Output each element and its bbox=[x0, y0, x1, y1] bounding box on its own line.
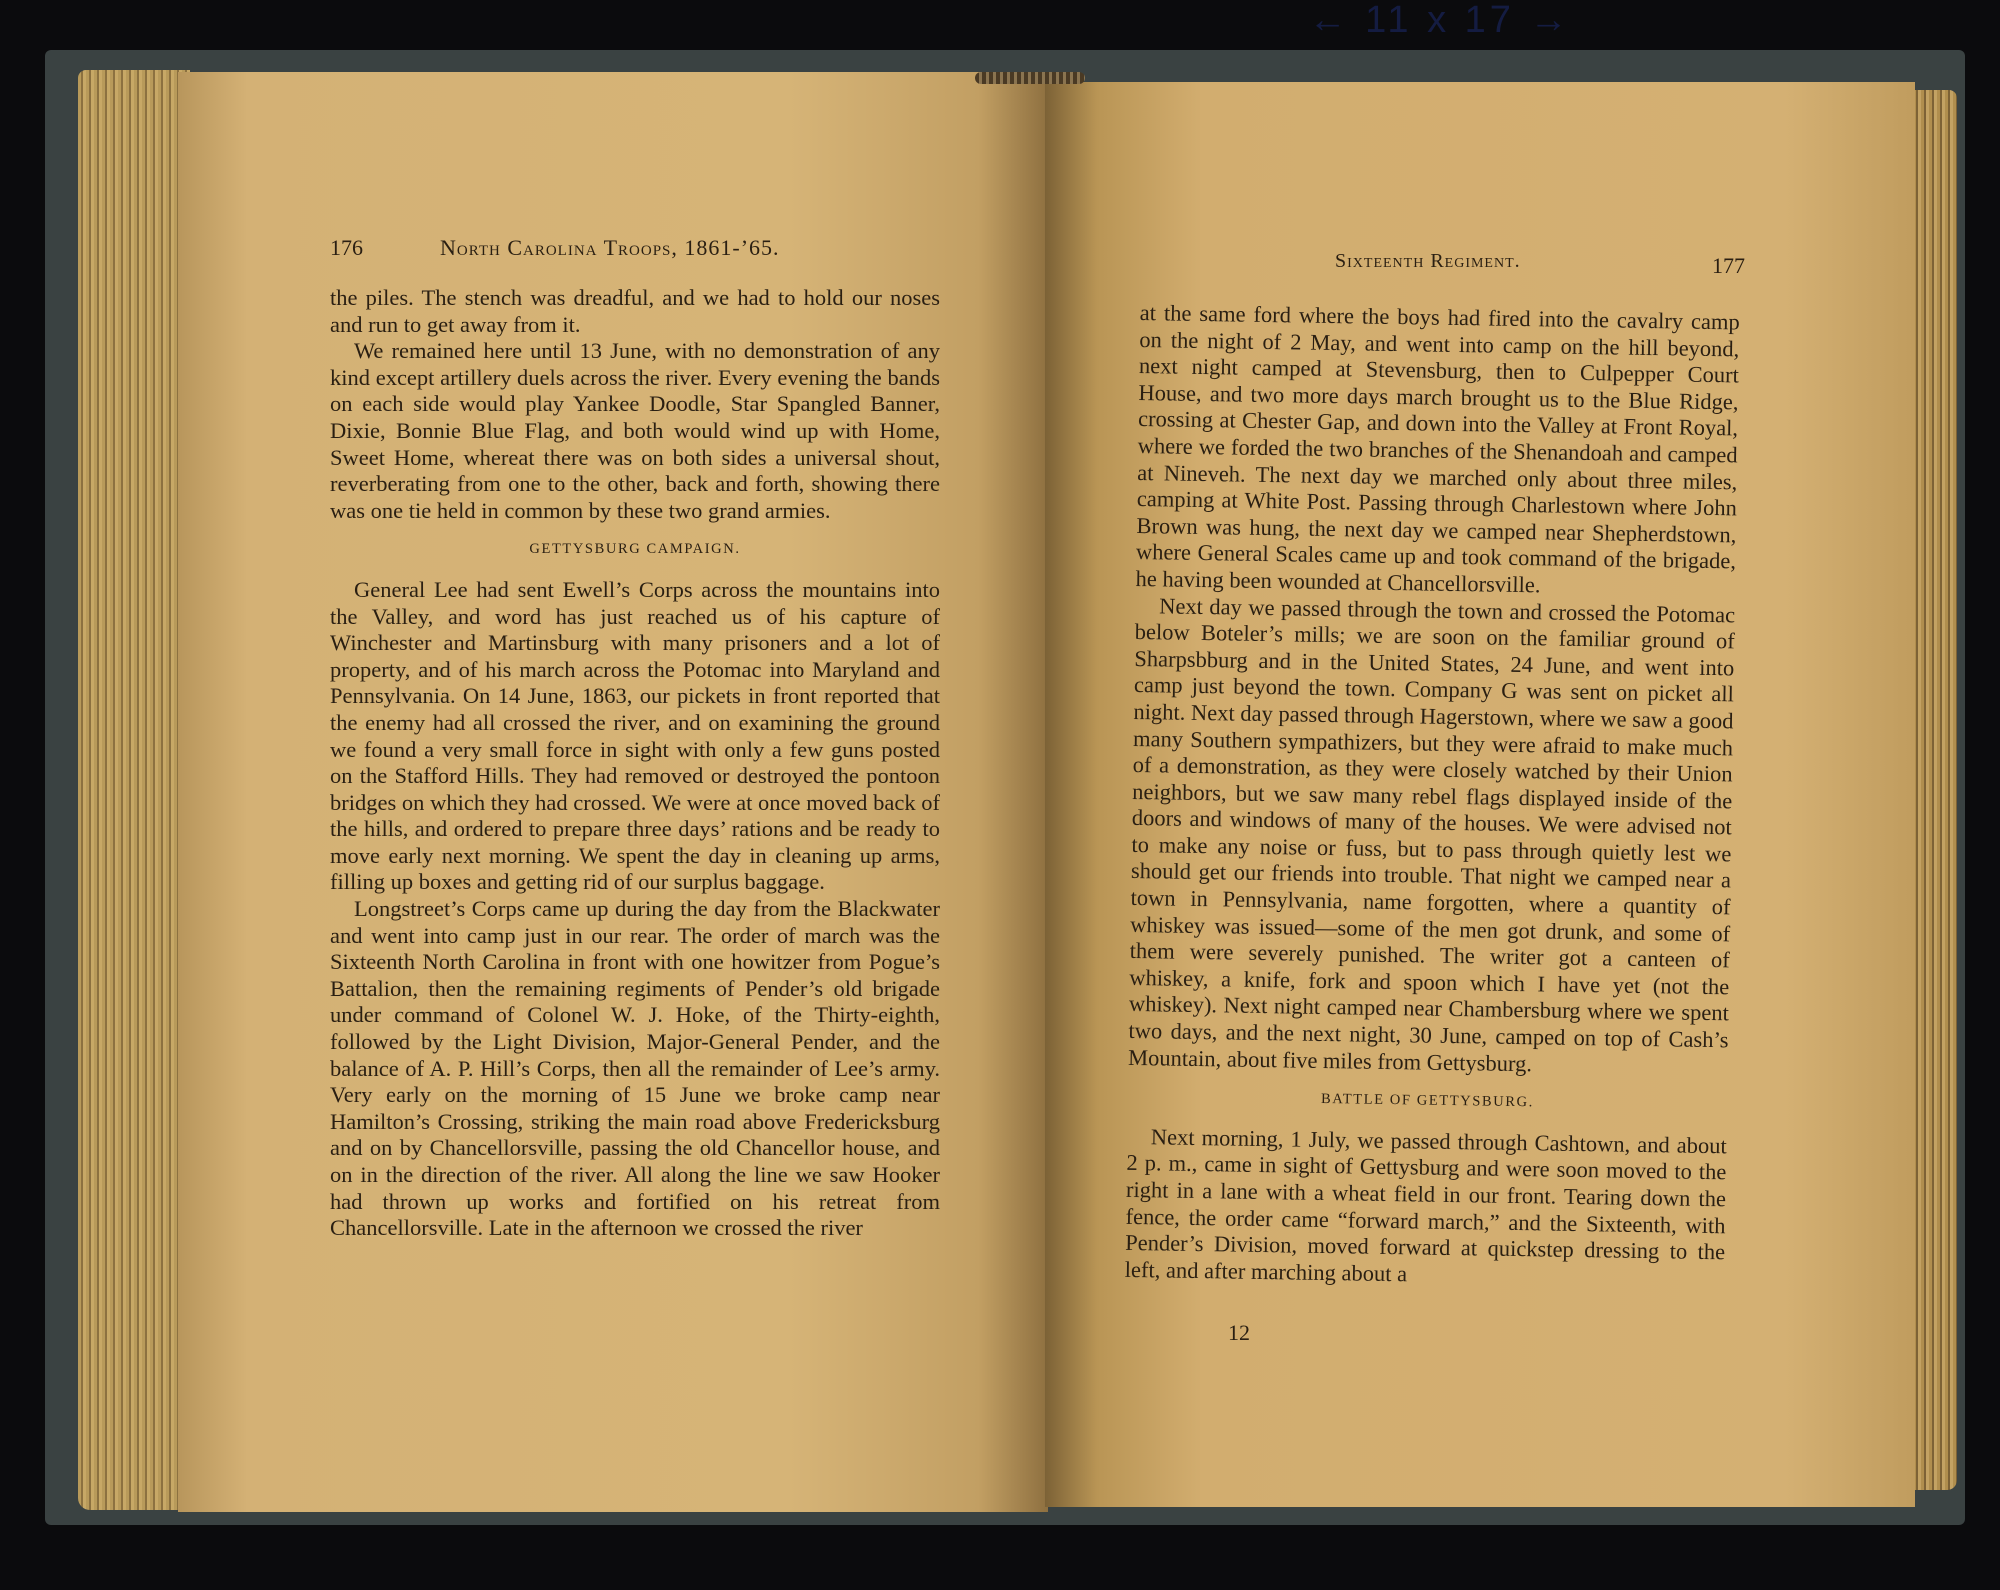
paragraph: General Lee had sent Ewell’s Corps across the mountains into the Valley, and word has just reached us of his capture of Winchester and Martinsburg with many prisoners and a lot of property, and of his march across the Potomac into Maryland and Pennsylvania. On 14 June, 1863, our pickets in front reported that the enemy had all crossed the river, and on examining the ground we found a very small force in sight with only a few guns posted on the Stafford Hills. They had removed or destroyed the pontoon bridges on which they had crossed. We were at once moved back of the hills, and ordered to prepare three days’ rations and be ready to move early next morning. We spent the day in cleaning up arms, filling up boxes and getting rid of our surplus baggage. bbox=[330, 576, 940, 895]
right-page-text bbox=[1125, 300, 1740, 1293]
spine-binding-thread bbox=[975, 72, 1085, 84]
left-page-number: 176 bbox=[330, 235, 363, 260]
paragraph: We remained here until 13 June, with no demonstration of any kind except artillery duels across the river. Every evening the bands on each side would play Yankee Doodle, Star Spangled Banner, Dixie, Bonnie Blue Flag, and both would wind up with Home, Sweet Home, whereat there was on both sides a universal shout, reverberating from one to the other, back and forth, showing there was one tie held in common by these two grand armies. bbox=[330, 338, 940, 523]
paragraph: the piles. The stench was dreadful, and we had to hold our noses and run to get away from it. bbox=[330, 285, 940, 337]
section-heading: BATTLE OF GETTYSBURG. bbox=[1320, 1091, 1534, 1111]
right-page-number: 177 bbox=[1712, 253, 1745, 278]
paragraph: Next day we passed through the town and crossed the Potomac below Boteler’s mills; we are soon on the familiar ground of Sharpsbburg and in the United States, 24 June, and went into camp just beyond the town. Company G was sent on picket all night. Next day passed through Hagerstown, where we saw a good many Southern sympathizers, but they were afraid to make much of a demonstration, as they were closely watched by their Union neighbors, but we saw many rebel flags displayed inside of the doors and windows of many of the houses. We were advised not to make any noise or fuss, but to pass through quietly lest we should get our friends into trouble. That night we camped near a town in Pennsylvania, name forgotten, where a quantity of whiskey was issued—some of the men got drunk, and some of them were severely punished. The writer got a canteen of whiskey, a knife, fork and spoon which I have yet (not the whiskey). Next night camped near Chambersburg where we spent two days, and the next night, 30 June, camped on top of Cash’s Mountain, about five miles from Gettysburg. bbox=[1127, 592, 1736, 1076]
paragraph: Longstreet’s Corps came up during the day from the Blackwater and went into camp just in our rear. The order of march was the Sixteenth North Carolina in front with one howitzer from Pogue’s Battalion, then the remaining regiments of Pender’s old brigade under command of Colonel W. J. Hoke, of the Thirty-eighth, followed by the Light Division, Major-General Pender, and the balance of A. P. Hill’s Corps, then all the remainder of Lee’s army. Very early on the morning of 15 June we broke camp near Hamilton’s Crossing, striking the main road above Fredericksburg and on by Chancellorsville, passing the old Chancellor house, and on in the direction of the river. All along the line we saw Hooker had thrown up works and fortified on his retreat from Chancellorsville. Late in the afternoon we crossed the river bbox=[330, 896, 940, 1241]
section-heading: GETTYSBURG CAMPAIGN. bbox=[529, 541, 741, 558]
paragraph: Next morning, 1 July, we passed through Cashtown, and about 2 p. m., came in sight of Gettysburg and were soon moved to the right in a lane with a wheat field in our front. Tearing down the fence, the order came “forward march,” and the Sixteenth, with Pender’s Division, moved forward at quickstep dressing to the left, and after marching about a bbox=[1124, 1124, 1727, 1287]
signature-mark: 12 bbox=[1228, 1320, 1250, 1345]
left-running-title: North Carolina Troops, 1861-’65. bbox=[440, 235, 780, 260]
left-page-text bbox=[330, 285, 940, 1242]
left-page-edges bbox=[78, 70, 190, 1510]
right-running-title: Sixteenth Regiment. bbox=[1335, 250, 1521, 272]
paragraph: at the same ford where the boys had fired into the cavalry camp on the night of 2 May, and went into camp on the hill beyond, next night camped at Stevensburg, then to Culpepper Court House, and two more days march brought us to the Blue Ridge, crossing at Chester Gap, and down into the Valley at Front Royal, where we forded the two branches of the Shenandoah and camped at Nineveh. The next day we marched only about three miles, camping at White Post. Passing through Charlestown where John Brown was hung, the next day we camped near Shepherdstown, where General Scales came up and took command of the brigade, he having been wounded at Chancellorsville. bbox=[1135, 300, 1740, 598]
scale-ruler-marking: ← 11 x 17 → bbox=[1308, 0, 1572, 41]
